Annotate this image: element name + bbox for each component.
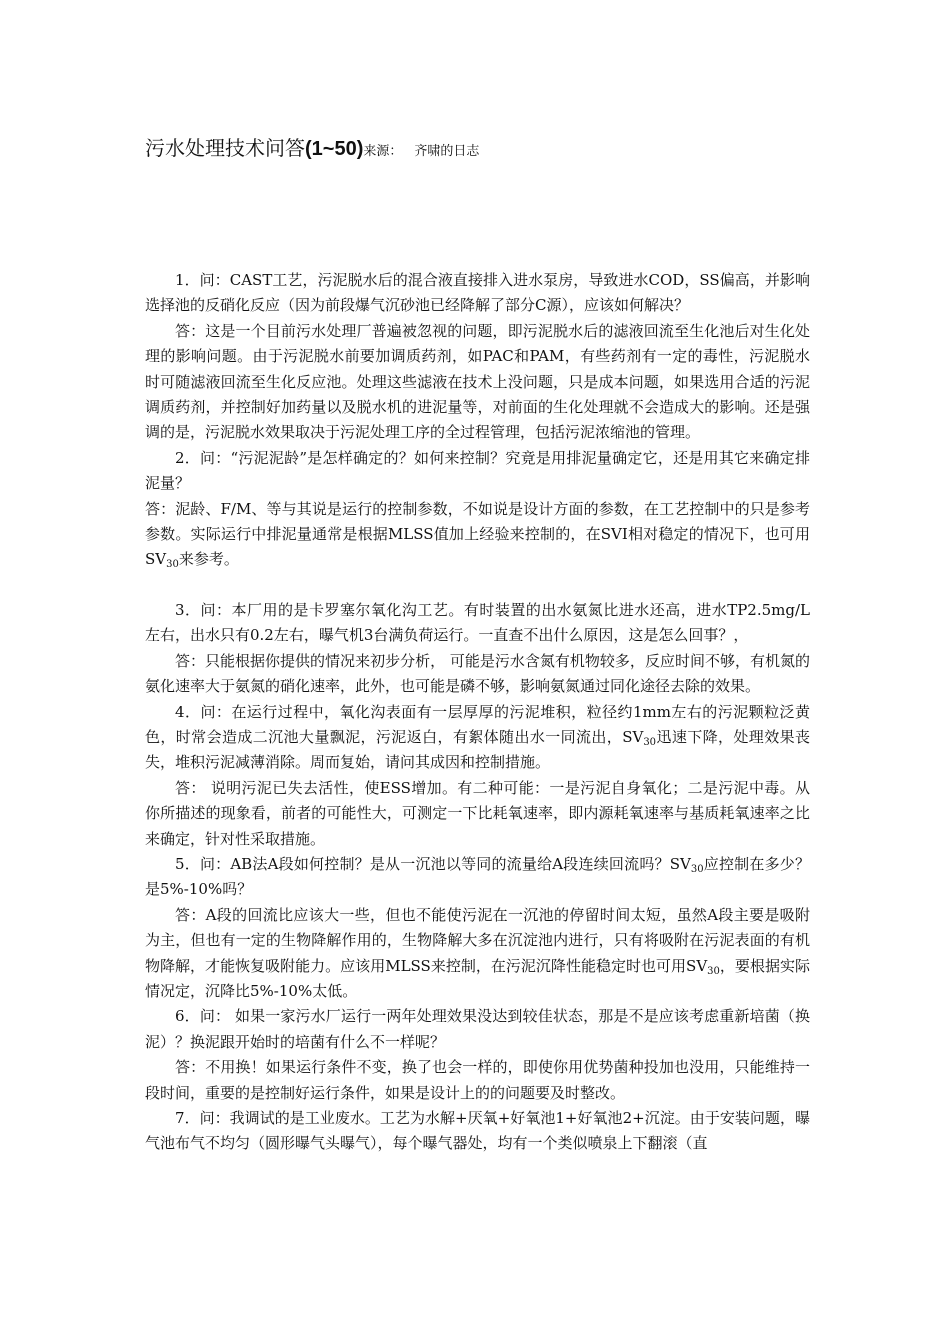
answer-2-text: 答：泥龄、F/M、等与其说是运行的控制参数，不如说是设计方面的参数，在工艺控制中的只是参考参数。实际运行中排泥量通常是根据MLSS值加上经验来控制的，在SVI相对稳定的情况下，也可用SV bbox=[145, 499, 810, 569]
answer-5-text: 答：A段的回流比应该大一些，但也不能使污泥在一沉池的停留时间太短，虽然A段主要是吸附为主，但也有一定的生物降解作用的，生物降解大多在沉淀池内进行，只有将吸附在污泥表面的有机物降解，才能恢复吸附能力。应该用MLSS来控制，在污泥沉降性能稳定时也可用SV bbox=[145, 905, 810, 975]
title-main: 污水处理技术问答 bbox=[145, 136, 305, 160]
answer-4: 答： 说明污泥已失去活性，使ESS增加。有二种可能：一是污泥自身氧化；二是污泥中毒。从你所描述的现象看，前者的可能性大，可测定一下比耗氧速率，即内源耗氧速率与基质耗氧速率之比来确定，针对性采取措施。 bbox=[145, 778, 810, 848]
question-3: 3．问：本厂用的是卡罗塞尔氧化沟工艺。有时装置的出水氨氮比进水还高，进水TP2.5mg/L 左右，出水只有0.2左右，曝气机3台满负荷运行。一直查不出什么原因，这是怎么回事？， bbox=[145, 600, 810, 645]
question-6: 6．问： 如果一家污水厂运行一两年处理效果没达到较佳状态，那是不是应该考虑重新培菌（换泥）？换泥跟开始时的培菌有什么不一样呢？ bbox=[145, 1007, 810, 1051]
answer-5-text-end: ，要根据实际情况定，沉降比5%-10%太低。 bbox=[145, 956, 810, 1000]
source-label: 来源： bbox=[363, 144, 403, 159]
question-5-text: 5．问：AB法A段如何控制？是从一沉池以等同的流量给A段连续回流吗？SV bbox=[175, 854, 691, 873]
sv-subscript: 30 bbox=[690, 863, 704, 875]
question-4 bbox=[145, 700, 810, 776]
answer-6: 答：不用换！如果运行条件不变，换了也会一样的，即使你用优势菌种投加也没用，只能维持一段时间，重要的是控制好运行条件，如果是设计上的的问题要及时整改。 bbox=[145, 1058, 810, 1102]
answer-3: 答：只能根据你提供的情况来初步分析， 可能是污水含氮有机物较多，反应时间不够，有机氮的氨化速率大于氨氮的硝化速率，此外，也可能是磷不够，影响氨氮通过同化途径去除的效果。 bbox=[145, 651, 810, 696]
question-4-text-end: 迅速下降，处理效果丧失，堆积污泥减薄消除。周而复始，请问其成因和控制措施。 bbox=[145, 727, 810, 772]
paragraph-gap bbox=[145, 573, 810, 598]
document-body bbox=[145, 268, 810, 1157]
question-2: 2．问：“污泥泥龄”是怎样确定的？如何来控制？究竟是用排泥量确定它，还是用其它来确定排泥量？ bbox=[145, 448, 810, 493]
sv-subscript: 30 bbox=[166, 559, 179, 571]
question-5-text-end: 应控制在多少？是5%-10%吗？ bbox=[145, 854, 810, 899]
question-4-text: 4．问：在运行过程中，氧化沟表面有一层厚厚的污泥堆积，粒径约1mm左右的污泥颗粒泛黄色，时常会造成二沉池大量飘泥，污泥返白，有絮体随出水一同流出，SV bbox=[145, 702, 810, 746]
answer-5 bbox=[145, 903, 810, 1005]
source-author: 齐啸的日志 bbox=[414, 144, 480, 159]
question-5 bbox=[145, 852, 810, 903]
answer-1: 答：这是一个目前污水处理厂普遍被忽视的问题，即污泥脱水后的滤液回流至生化池后对生化处理的影响问题。由于污泥脱水前要加调质药剂，如PAC和PAM，有些药剂有一定的毒性，污泥脱水时可随滤液回流至生化反应池。处理这些滤液在技术上没问题，只是成本问题，如果选用合适的污泥调质药剂，并控制好加药量以及脱水机的进泥量等，对前面的生化处理就不会造成大的影响。还是强调的是，污泥脱水效果取决于污泥处理工序的全过程管理，包括污泥浓缩池的管理。 bbox=[145, 321, 810, 442]
question-7: 7．问：我调试的是工业废水。工艺为水解+厌氧+好氧池1+好氧池2+沉淀。由于安装问题，曝气池布气不均匀（圆形曝气头曝气），每个曝气器处，均有一个类似喷泉上下翻滚（直 bbox=[145, 1109, 810, 1153]
question-1: 1．问：CAST工艺，污泥脱水后的混合液直接排入进水泵房，导致进水COD，SS偏高，并影响选择池的反硝化反应（因为前段爆气沉砂池已经降解了部分C源），应该如何解决？ bbox=[145, 271, 810, 315]
title-range: (1~50) bbox=[305, 138, 364, 160]
sv-subscript: 30 bbox=[643, 736, 657, 748]
page-title bbox=[145, 134, 479, 166]
answer-2-text-end: 来参考。 bbox=[178, 550, 239, 569]
sv-subscript: 30 bbox=[707, 965, 720, 977]
answer-2 bbox=[145, 497, 810, 573]
